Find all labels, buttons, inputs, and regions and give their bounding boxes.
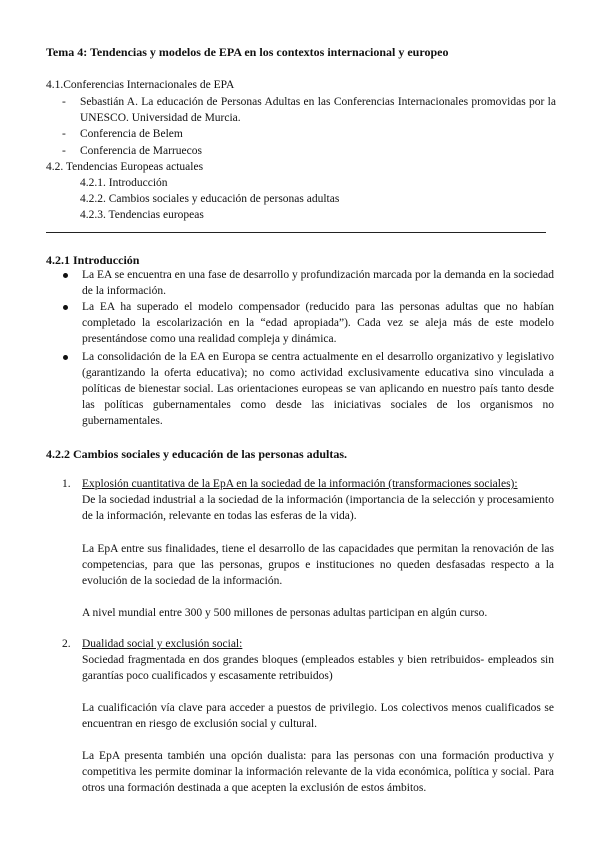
- intro-bullet-text: La EA se encuentra en una fase de desarrollo y profundización marcada por la demanda en la sociedad de la información.: [82, 269, 554, 297]
- bullet-dot: [63, 273, 68, 278]
- toc-dash: -: [62, 96, 66, 108]
- toc-dash: -: [62, 145, 66, 157]
- paragraph: A nivel mundial entre 300 y 500 millones de personas adultas participan en algún curso.: [82, 607, 488, 619]
- paragraph: La cualificación vía clave para acceder a puestos de privilegio. Los colectivos menos cualificados se encuentran en riesgo de exclusión social y cultural.: [82, 702, 554, 730]
- document-title: Tema 4: Tendencias y modelos de EPA en los contextos internacional y europeo: [46, 45, 449, 59]
- toc-item-marruecos: Conferencia de Marruecos: [80, 145, 202, 157]
- bullet-dot: [63, 355, 68, 360]
- toc-item-reference: Sebastián A. La educación de Personas Adultas en las Conferencias Internacionales promovidas por la UNESCO. Universidad de Murcia.: [80, 96, 556, 124]
- list-number: 1.: [62, 478, 71, 490]
- horizontal-rule: [46, 232, 546, 233]
- toc-section-4-2: 4.2. Tendencias Europeas actuales: [46, 161, 204, 173]
- toc-item-4-2-2: 4.2.2. Cambios sociales y educación de personas adultas: [80, 193, 340, 205]
- list-item-title: Explosión cuantitativa de la EpA en la sociedad de la información (transformaciones sociales):: [82, 478, 518, 490]
- section-heading-cambios: 4.2.2 Cambios sociales y educación de las personas adultas.: [46, 447, 348, 461]
- paragraph: La EpA entre sus finalidades, tiene el desarrollo de las capacidades que permitan la renovación de las competencias, para que las personas, grupos e instituciones no queden desfasadas respecto a la evolución de la sociedad de la información.: [82, 543, 554, 587]
- bullet-dot: [63, 305, 68, 310]
- toc-section-4-1: 4.1.Conferencias Internacionales de EPA: [46, 79, 235, 91]
- list-number: 2.: [62, 638, 71, 650]
- paragraph: La EpA presenta también una opción dualista: para las personas con una formación productiva y competitiva les permite dominar la información relevante de la vida económica, política y social. Para otros una formación destinada a que acepten la exclusión de estos ámbitos.: [82, 750, 554, 794]
- list-item-title: Dualidad social y exclusión social:: [82, 638, 243, 650]
- toc-item-4-2-3: 4.2.3. Tendencias europeas: [80, 209, 204, 221]
- toc-dash: -: [62, 128, 66, 140]
- toc-item-4-2-1: 4.2.1. Introducción: [80, 177, 168, 189]
- intro-bullet-text: La consolidación de la EA en Europa se centra actualmente en el desarrollo organizativo y legislativo (garantizando la oferta educativa); no como actividad exclusivamente educativa sino vinculada a políticas de bienestar social. Las orientaciones europeas se van aplicando en nuestro país tanto desde las políticas gubernamentales como desde las iniciativas sociales de los organismos no gubernamentales.: [82, 351, 554, 427]
- paragraph: Sociedad fragmentada en dos grandes bloques (empleados estables y bien retribuidos- empleados sin garantías poco cualificados y escasamente retribuidos): [82, 654, 554, 682]
- toc-item-belem: Conferencia de Belem: [80, 128, 183, 140]
- section-heading-introduccion: 4.2.1 Introducción: [46, 253, 140, 267]
- paragraph: De la sociedad industrial a la sociedad de la información (importancia de la selección y procesamiento de la información, relevante en todas las esferas de la vida).: [82, 494, 554, 522]
- intro-bullet-text: La EA ha superado el modelo compensador (reducido para las personas adultas que no habían completado la escolarización en la “edad apropiada”). Cada vez se aleja más de este modelo presentándose como una realidad compleja y dinámica.: [82, 301, 554, 345]
